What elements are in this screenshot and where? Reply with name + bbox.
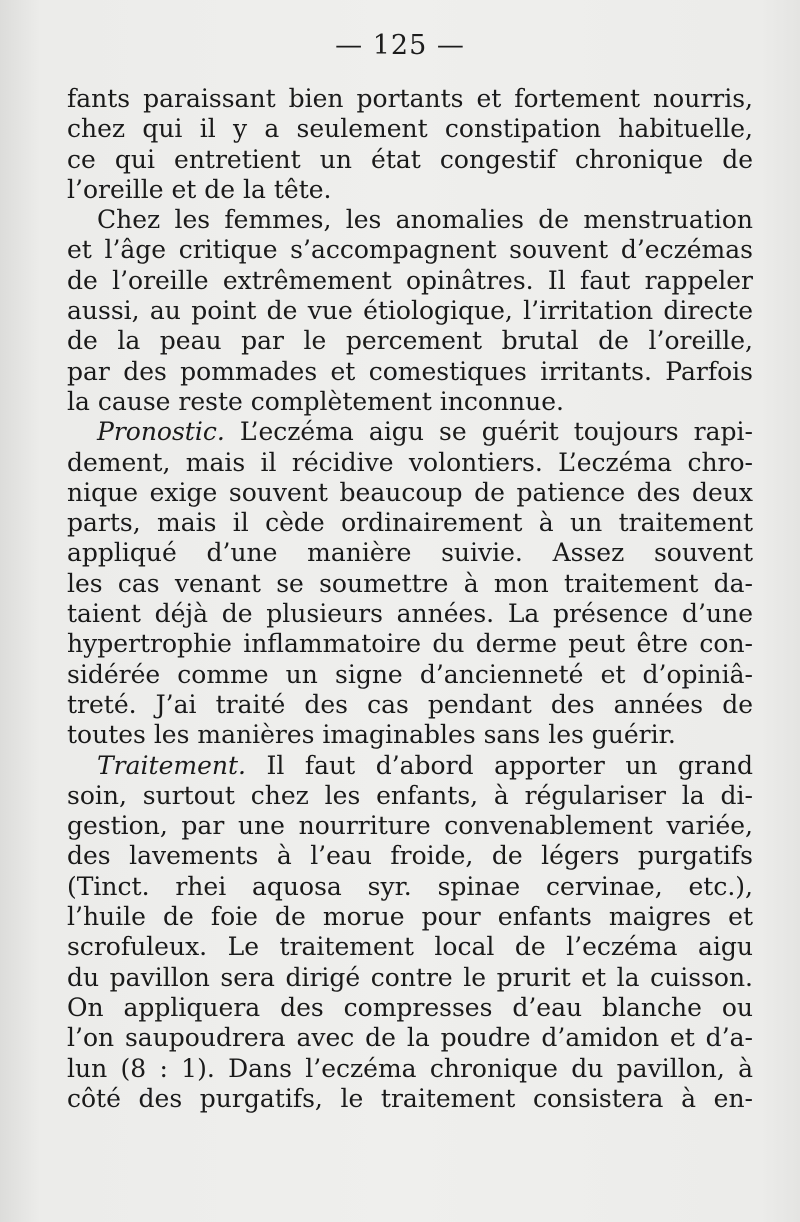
text-line: treté. J’ai traité des cas pendant des années de bbox=[67, 689, 753, 719]
text-line: l’huile de foie de morue pour enfants maigres et bbox=[67, 902, 753, 932]
text-line: de la peau par le percement brutal de l’oreille, bbox=[67, 326, 753, 356]
text-line: fants paraissant bien portants et fortement nourris, bbox=[67, 84, 753, 113]
text-line: (Tinct. rhei aquosa syr. spinae cervinae, etc.), bbox=[67, 871, 753, 901]
page-number: — 125 — bbox=[335, 30, 465, 61]
text-line: du pavillon sera dirigé contre le prurit et la cuisson. bbox=[67, 962, 753, 992]
text-line: des lavements à l’eau froide, de légers purgatifs bbox=[67, 841, 753, 871]
text-line: dement, mais il récidive volontiers. L’eczéma chro- bbox=[67, 447, 753, 477]
section-heading-pronostic: Pronostic. bbox=[97, 417, 225, 447]
text-line bbox=[67, 751, 753, 781]
text-line: On appliquera des compresses d’eau blanche ou bbox=[67, 992, 753, 1022]
text-line: chez qui il y a seulement constipation habituelle, bbox=[67, 114, 753, 144]
text-line: Chez les femmes, les anomalies de menstruation bbox=[97, 205, 753, 235]
text-line: les cas venant se soumettre à mon traitement da- bbox=[67, 568, 753, 598]
text-line: taient déjà de plusieurs années. La présence d’une bbox=[67, 599, 753, 629]
text-line: ce qui entretient un état congestif chronique de bbox=[67, 144, 753, 174]
text-line: scrofuleux. Le traitement local de l’eczéma aigu bbox=[67, 932, 753, 962]
text-line: appliqué d’une manière suivie. Assez souvent bbox=[67, 538, 753, 568]
text-line: sidérée comme un signe d’ancienneté et d’opiniâ- bbox=[67, 659, 753, 689]
text-line: gestion, par une nourriture convenablement variée, bbox=[67, 811, 753, 841]
body-text bbox=[67, 84, 753, 1114]
text-line: et l’âge critique s’accompagnent souvent d’eczémas bbox=[67, 235, 753, 265]
text-line: soin, surtout chez les enfants, à régulariser la di- bbox=[67, 780, 753, 810]
text-line: lun (8 : 1). Dans l’eczéma chronique du pavillon, à bbox=[67, 1053, 753, 1083]
text-line: aussi, au point de vue étiologique, l’irritation directe bbox=[67, 296, 753, 326]
text-line: côté des purgatifs, le traitement consistera à en- bbox=[67, 1083, 753, 1113]
text-line-rest: L’eczéma aigu se guérit toujours rapi- bbox=[224, 417, 753, 447]
text-line: l’on saupoudrera avec de la poudre d’amidon et d’a- bbox=[67, 1023, 753, 1053]
text-line: la cause reste complètement inconnue. bbox=[67, 386, 564, 416]
text-line: parts, mais il cède ordinairement à un traitement bbox=[67, 508, 753, 538]
text-line: nique exige souvent beaucoup de patience des deux bbox=[67, 477, 753, 507]
text-line-rest: Il faut d’abord apporter un grand bbox=[245, 750, 753, 780]
text-line: hypertrophie inflammatoire du derme peut être con- bbox=[67, 629, 753, 659]
text-line bbox=[67, 417, 753, 447]
text-line: toutes les manières imaginables sans les guérir. bbox=[67, 720, 676, 750]
text-line: de l’oreille extrêmement opinâtres. Il faut rappeler bbox=[67, 265, 753, 295]
section-heading-traitement: Traitement. bbox=[97, 750, 246, 780]
text-line: l’oreille et de la tête. bbox=[67, 174, 332, 204]
text-line: par des pommades et comestiques irritants. Parfois bbox=[67, 356, 753, 386]
